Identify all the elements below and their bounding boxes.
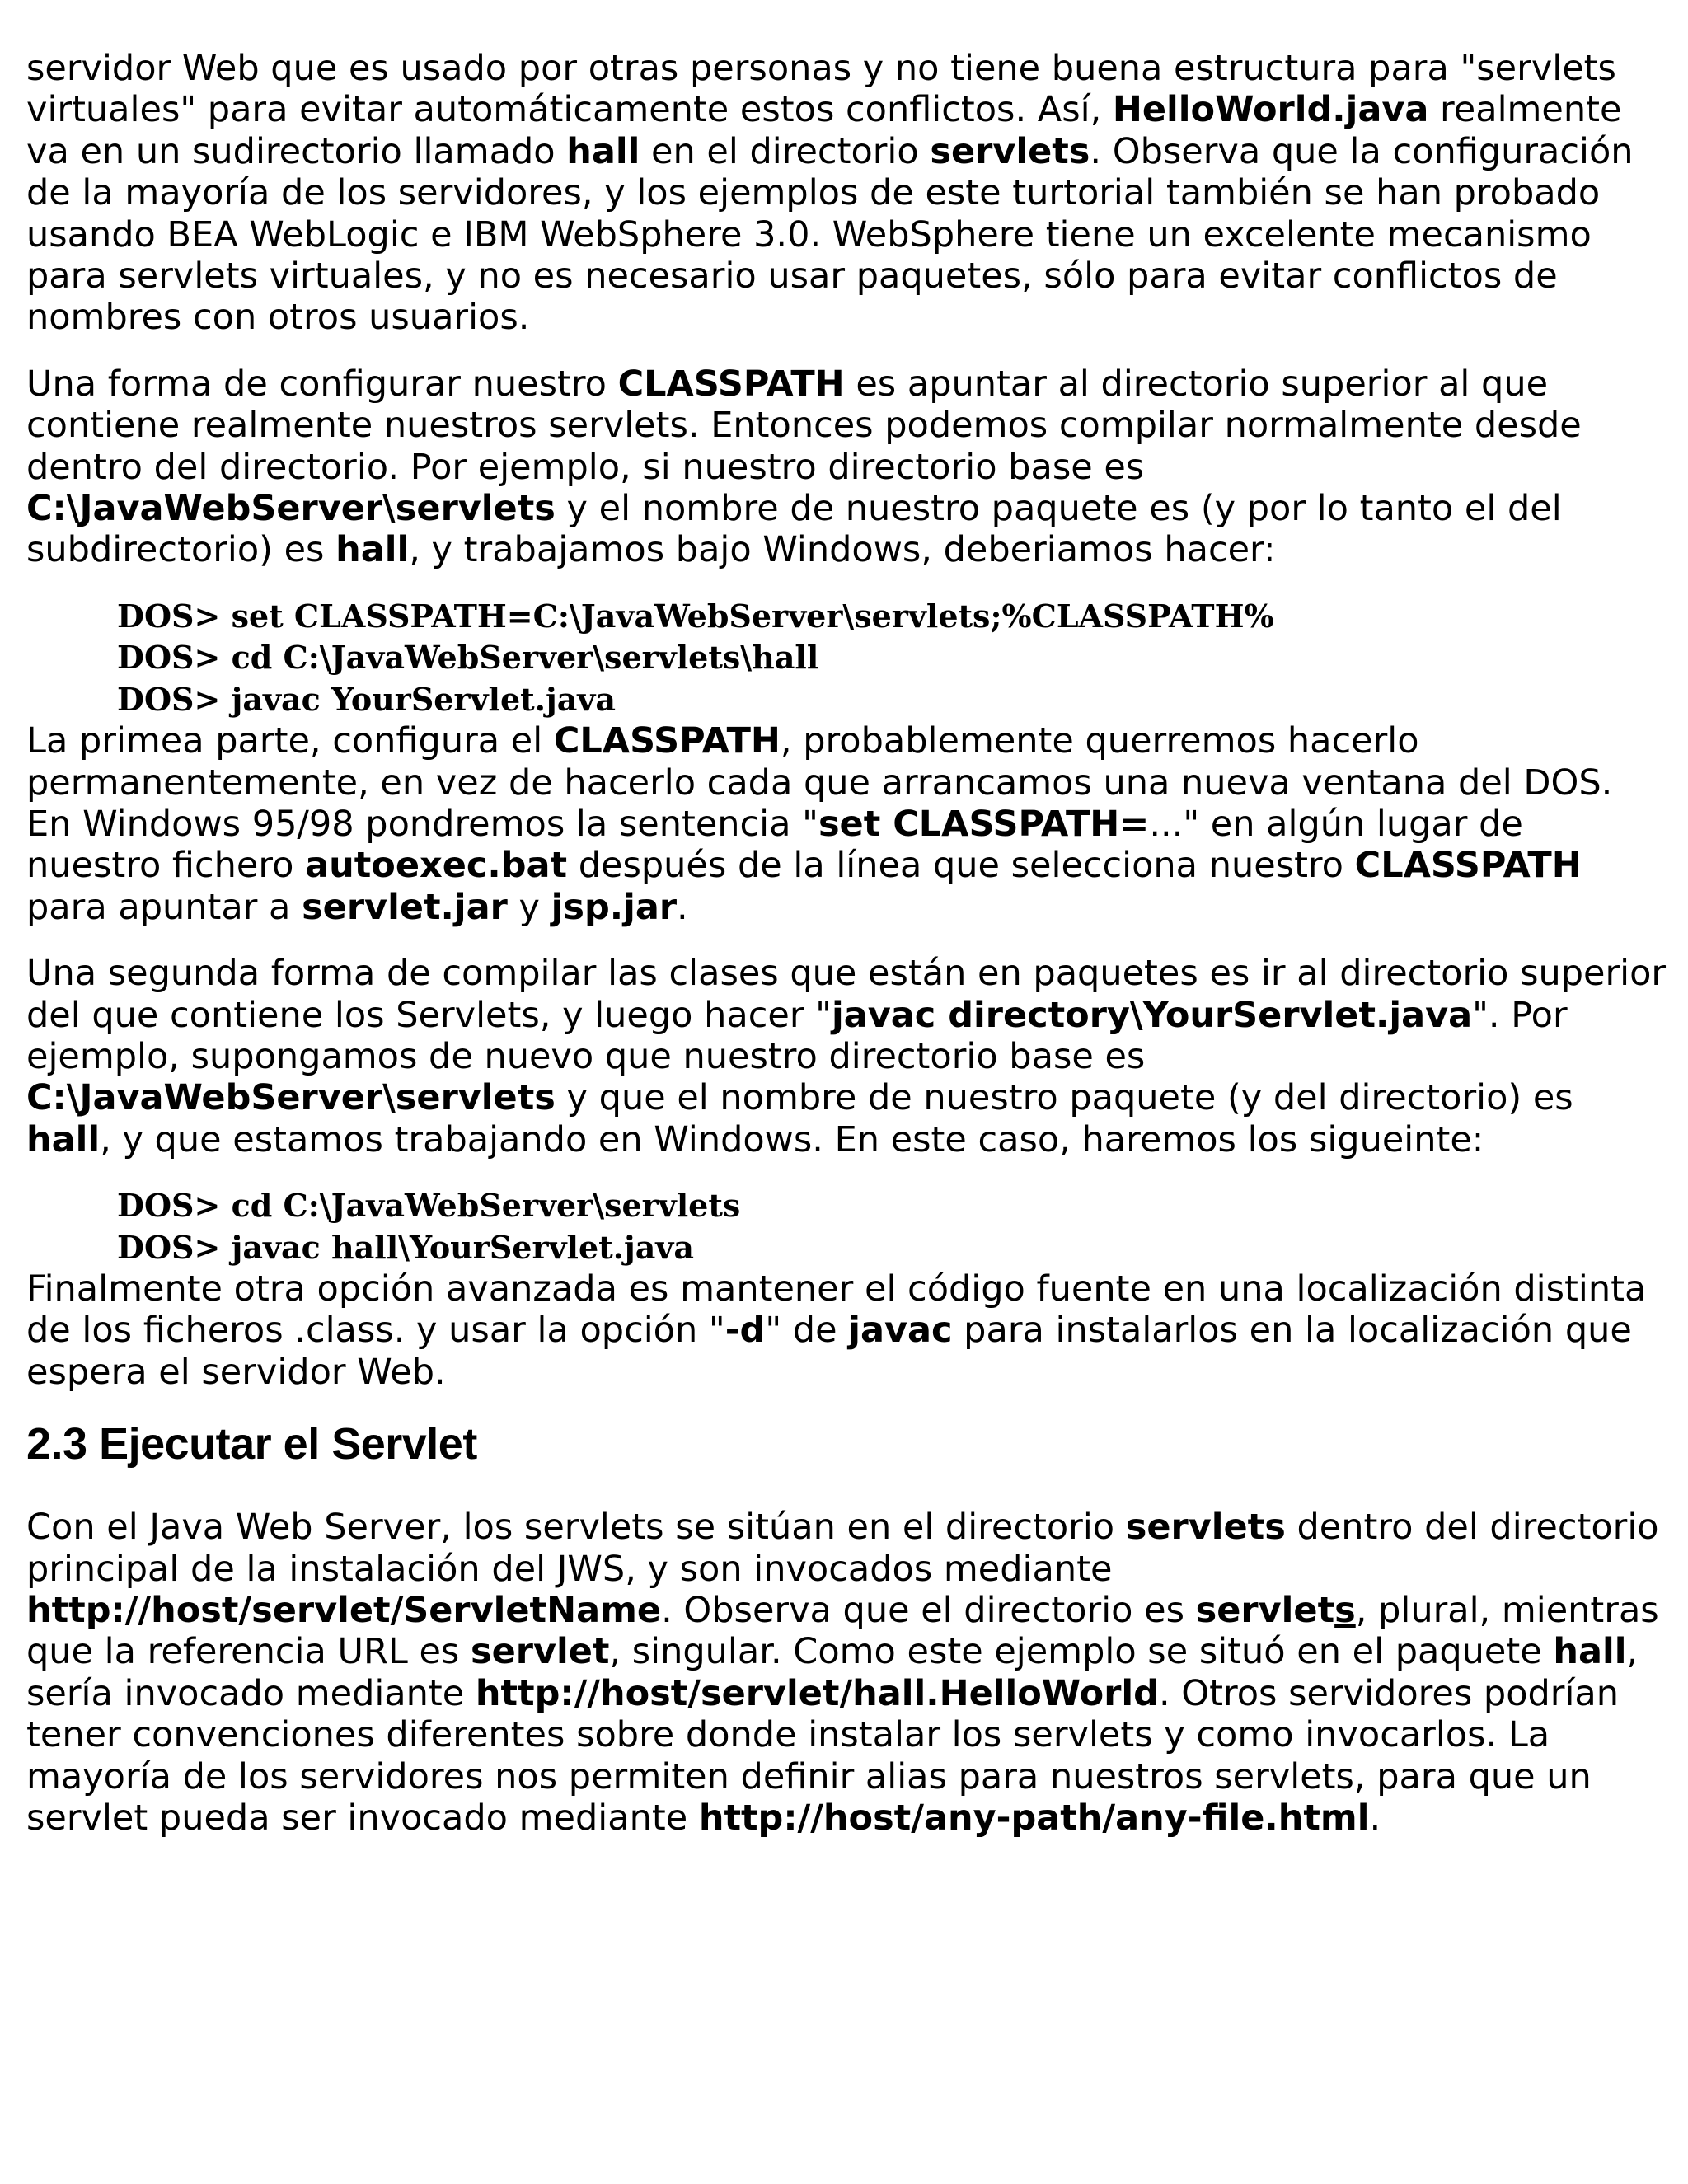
bold-term: servlet [470,1631,610,1673]
bold-term: autoexec.bat [305,845,568,887]
code-line: DOS> javac YourServlet.java [117,680,617,718]
bold-term: C:\JavaWebServer\servlets [26,488,556,530]
bold-term: jsp.jar [551,886,678,928]
section-heading: 2.3 Ejecutar el Servlet [26,1419,477,1469]
bold-term: CLASSPATH [553,720,781,762]
code-line: DOS> cd C:\JavaWebServer\servlets [117,1187,741,1225]
bold-term: servlets [1195,1590,1356,1631]
paragraph-servlets-virtuales: servidor Web que es usado por otras personas y no tiene buena estructura para "servlets virtuales" para evitar automáticamente estos conflictos. Así, HelloWorld.java realmente va en un sudirectorio llamado hall en el directorio servlets. Observa que la configuración de la mayoría de los servidores, y los ejemplos de este turtorial también se han probado usando BEA WebLogic e IBM WebSphere 3.0. WebSphere tiene un excelente mecanismo para servlets virtuales, y no es necesario usar paquetes, sólo para evitar conflictos de nombres con otros usuarios. [26,48,1634,339]
bold-term: -d [724,1310,766,1352]
bold-term: javac [848,1310,953,1352]
bold-term: hall [566,130,640,172]
paragraph-segunda-forma: Una segunda forma de compilar las clases que están en paquetes es ir al directorio superior del que contiene los Servlets, y luego hacer "javac directory\YourServlet.java". Por ejemplo, supongamos de nuevo que nuestro directorio base es C:\JavaWebServer\servlets y que el nombre de nuestro paquete (y del directorio) es hall, y que estamos trabajando en Windows. En este caso, haremos los sigueinte: [26,953,1667,1160]
bold-term: javac directory\YourServlet.java [831,994,1473,1036]
bold-term: HelloWorld.java [1112,89,1429,131]
paragraph-ejecutar-servlet: Con el Java Web Server, los servlets se sitúan en el directorio servlets dentro del directorio principal de la instalación del JWS, y son invocados mediante http://host/servlet/ServletName. Observa que el directorio es servlets, plural, mientras que la referencia URL es servlet, singular. Como este ejemplo se situó en el paquete hall, sería invocado mediante http://host/servlet/hall.HelloWorld. Otros servidores podrían tener convenciones diferentes sobre donde instalar los servlets y como invocarlos. La mayoría de los servidores nos permiten definir alias para nuestros servlets, para que un servlet pueda ser invocado mediante http://host/any-path/any-file.html. [26,1507,1659,1840]
bold-term: servlet.jar [302,886,508,928]
bold-term: CLASSPATH [1354,845,1582,887]
bold-term: hall [1553,1631,1627,1673]
code-block-javac [117,1185,1667,1268]
underlined-letter: s [1334,1590,1356,1631]
bold-term: servlets [930,130,1090,172]
code-line: DOS> set CLASSPATH=C:\JavaWebServer\servlets;%CLASSPATH% [117,597,1274,635]
bold-term: http://host/servlet/ServletName [26,1590,662,1631]
paragraph-opcion-d: Finalmente otra opción avanzada es mantener el código fuente en una localización distinta de los ficheros .class. y usar la opción "-d" de javac para instalarlos en la localización que espera el servidor Web. [26,1268,1647,1393]
bold-term: servlets [1125,1507,1286,1549]
bold-term: CLASSPATH [617,363,845,405]
code-block-classpath [117,596,1667,720]
bold-term: hall [26,1118,101,1160]
document-page [26,48,1667,1863]
bold-term: set CLASSPATH= [818,803,1150,845]
bold-term: http://host/servlet/hall.HelloWorld [475,1672,1159,1714]
code-line: DOS> javac hall\YourServlet.java [117,1228,695,1266]
code-line: DOS> cd C:\JavaWebServer\servlets\hall [117,639,819,677]
bold-term: http://host/any-path/any-file.html [698,1797,1370,1840]
paragraph-autoexec: La primea parte, configura el CLASSPATH, probablemente querremos hacerlo permanentemente, en vez de hacerlo cada que arrancamos una nueva ventana del DOS. En Windows 95/98 pondremos la sentencia "set CLASSPATH=..." en algún lugar de nuestro fichero autoexec.bat después de la línea que selecciona nuestro CLASSPATH para apuntar a servlet.jar y jsp.jar. [26,720,1613,928]
bold-term: hall [335,529,410,571]
paragraph-classpath-config: Una forma de configurar nuestro CLASSPATH es apuntar al directorio superior al que contiene realmente nuestros servlets. Entonces podemos compilar normalmente desde dentro del directorio. Por ejemplo, si nuestro directorio base es C:\JavaWebServer\servlets y el nombre de nuestro paquete es (y por lo tanto el del subdirectorio) es hall, y trabajamos bajo Windows, deberiamos hacer: [26,363,1582,571]
bold-term: C:\JavaWebServer\servlets [26,1077,556,1119]
